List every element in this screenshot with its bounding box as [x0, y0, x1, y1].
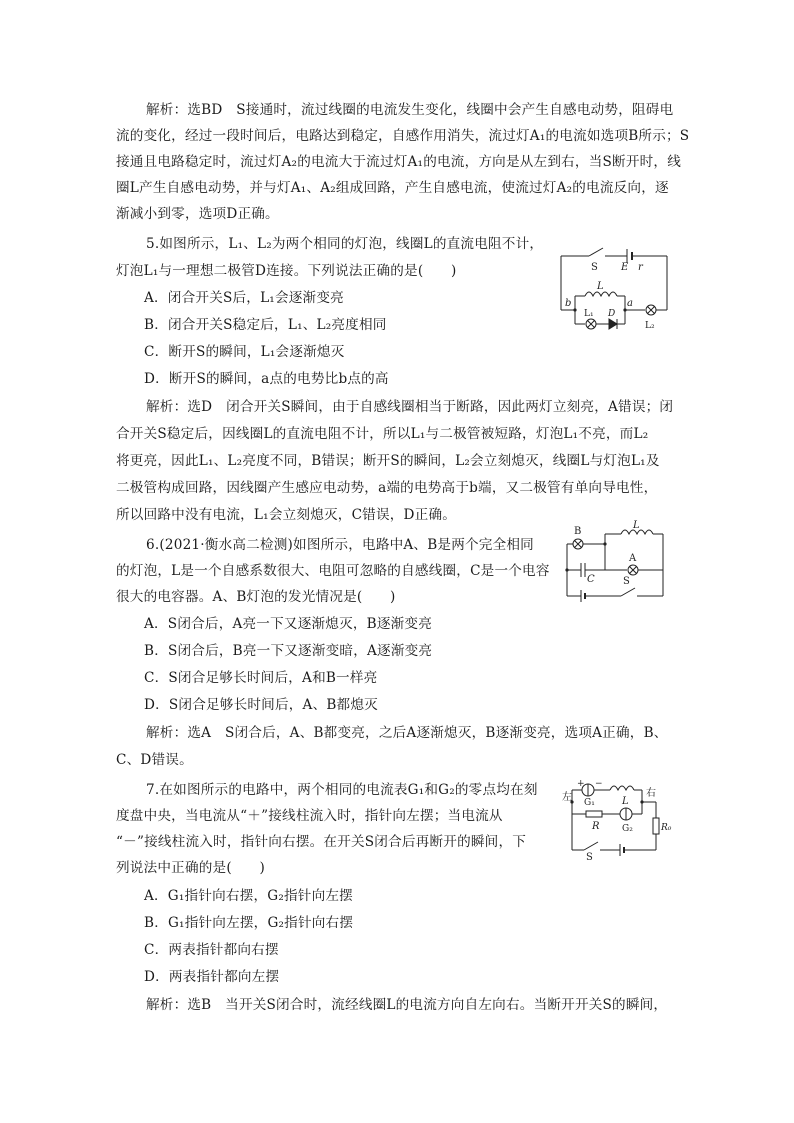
- q7-fig-label-right: 右: [646, 788, 656, 799]
- q7-circuit-diagram: [562, 774, 677, 860]
- q5-analysis-line-3: 将更亮，因此L₁、L₂亮度不同，B错误；断开S的瞬间，L₂会立刻熄灭，线圈L与灯泡L₁及: [116, 453, 660, 469]
- q7-fig-label-g1: G₁: [584, 798, 595, 808]
- q7-fig-minus: −: [595, 779, 603, 789]
- q5-circuit-diagram: [555, 240, 675, 340]
- q5-fig-label-s: S: [591, 262, 598, 273]
- q7-fig-label-r0: R₀: [661, 823, 672, 833]
- q6-stem-line-1: 6.(2021·衡水高二检测)如图所示，电路中A、B是两个完全相同: [146, 537, 534, 553]
- q7-option-c: C．两表指针都向右摆: [144, 942, 279, 958]
- q7-fig-label-s: S: [586, 852, 593, 860]
- q6-fig-label-l: L: [633, 520, 640, 531]
- q5-option-a: A．闭合开关S后，L₁会逐渐变亮: [144, 290, 344, 306]
- q5-analysis-line-5: 所以回路中没有电流，L₁会立刻熄灭，C错误，D正确。: [116, 507, 457, 523]
- q6-analysis-line-1: 解析：选A S闭合后，A、B都变亮，之后A逐渐熄灭，B逐渐变亮，选项A正确，B、: [146, 725, 668, 741]
- q6-circuit-diagram: [563, 520, 673, 605]
- q4-analysis-line-4: 圈L产生自感电动势，并与灯A₁、A₂组成回路，产生自感电流，使流过灯A₂的电流反向，逐: [116, 180, 669, 196]
- q5-analysis-line-4: 二极管构成回路，因线圈产生感应电动势，a端的电势高于b端，又二极管有单向导电性，: [116, 480, 658, 496]
- q6-fig-label-b: B: [574, 526, 582, 537]
- q5-stem-line-1: 5.如图所示，L₁、L₂为两个相同的灯泡，线圈L的直流电阻不计，: [146, 236, 544, 252]
- q5-fig-label-a: a: [627, 298, 633, 309]
- q6-option-a: A．S闭合后，A亮一下又逐渐熄灭，B逐渐变亮: [144, 616, 433, 632]
- q7-fig-plus: +: [577, 779, 585, 789]
- q7-analysis-line-1: 解析：选B 当开关S闭合时，流经线圈L的电流方向自左向右。当断开开关S的瞬间，: [146, 997, 668, 1013]
- q7-fig-label-l: L: [622, 796, 629, 807]
- q7-fig-label-g2: G₂: [622, 824, 633, 834]
- q7-stem-line-1: 7.在如图所示的电路中，两个相同的电流表G₁和G₂的零点均在刻: [146, 782, 538, 798]
- q7-fig-label-left: 左: [562, 792, 572, 803]
- q5-fig-label-b: b: [565, 298, 572, 309]
- q5-analysis-line-2: 合开关S稳定后，因线圈L的直流电阻不计，所以L₁与二极管被短路，灯泡L₁不亮，而L₂: [116, 426, 649, 442]
- q6-fig-label-s: S: [623, 576, 630, 587]
- q7-option-b: B．G₁指针向左摆，G₂指针向右摆: [144, 915, 354, 931]
- q5-fig-label-d: D: [608, 309, 616, 319]
- q7-option-a: A．G₁指针向右摆，G₂指针向左摆: [144, 888, 353, 904]
- q4-analysis-line-5: 渐减小到零，选项D正确。: [116, 206, 279, 222]
- q5-analysis-line-1: 解析：选D 闭合开关S瞬间，由于自感线圈相当于断路，因此两灯立刻亮，A错误；闭: [146, 399, 674, 415]
- q6-stem-line-2: 的灯泡，L是一个自感系数很大、电阻可忽略的自感线圈，C是一个电容: [116, 563, 550, 579]
- q7-fig-label-r: R: [592, 821, 600, 832]
- q5-fig-label-l: L: [597, 281, 604, 292]
- q5-fig-label-l2: L₂: [645, 321, 655, 331]
- q6-fig-label-a: A: [629, 553, 637, 564]
- q7-stem-line-4: 列说法中正确的是( ): [116, 860, 265, 876]
- q5-fig-label-e: E: [621, 262, 629, 273]
- q7-option-d: D．两表指针都向左摆: [144, 969, 280, 985]
- q7-stem-line-2: 度盘中央，当电流从“＋”接线柱流入时，指针向左摆；当电流从: [116, 808, 503, 824]
- q5-option-b: B．闭合开关S稳定后，L₁、L₂亮度相同: [144, 317, 387, 333]
- q6-analysis-line-2: C、D错误。: [116, 752, 193, 768]
- q6-option-c: C．S闭合足够长时间后，A和B一样亮: [144, 670, 378, 686]
- q4-analysis-line-1: 解析：选BD S接通时，流过线圈的电流发生变化，线圈中会产生自感电动势，阻碍电: [146, 102, 674, 118]
- q5-fig-label-l1: L₁: [584, 309, 594, 319]
- q6-stem-line-3: 很大的电容器。A、B灯泡的发光情况是( ): [116, 589, 396, 605]
- q7-stem-line-3: “－”接线柱流入时，指针向右摆。在开关S闭合后再断开的瞬间，下: [116, 834, 527, 850]
- q5-option-c: C．断开S的瞬间，L₁会逐渐熄灭: [144, 344, 345, 360]
- q4-analysis-line-2: 流的变化，经过一段时间后，电路达到稳定，自感作用消失，流过灯A₁的电流如选项B所示；S: [116, 128, 690, 144]
- q5-fig-label-r: r: [638, 262, 643, 273]
- q6-option-b: B．S闭合后，B亮一下又逐渐变暗，A逐渐变亮: [144, 643, 433, 659]
- q6-option-d: D．S闭合足够长时间后，A、B都熄灭: [144, 697, 378, 713]
- q6-fig-label-c: C: [587, 574, 595, 585]
- q5-stem-line-2: 灯泡L₁与一理想二极管D连接。下列说法正确的是( ): [116, 263, 457, 279]
- q5-option-d: D．断开S的瞬间，a点的电势比b点的高: [144, 371, 389, 387]
- q4-analysis-line-3: 接通且电路稳定时，流过灯A₂的电流大于流过灯A₁的电流，方向是从左到右，当S断开时，线: [116, 154, 682, 170]
